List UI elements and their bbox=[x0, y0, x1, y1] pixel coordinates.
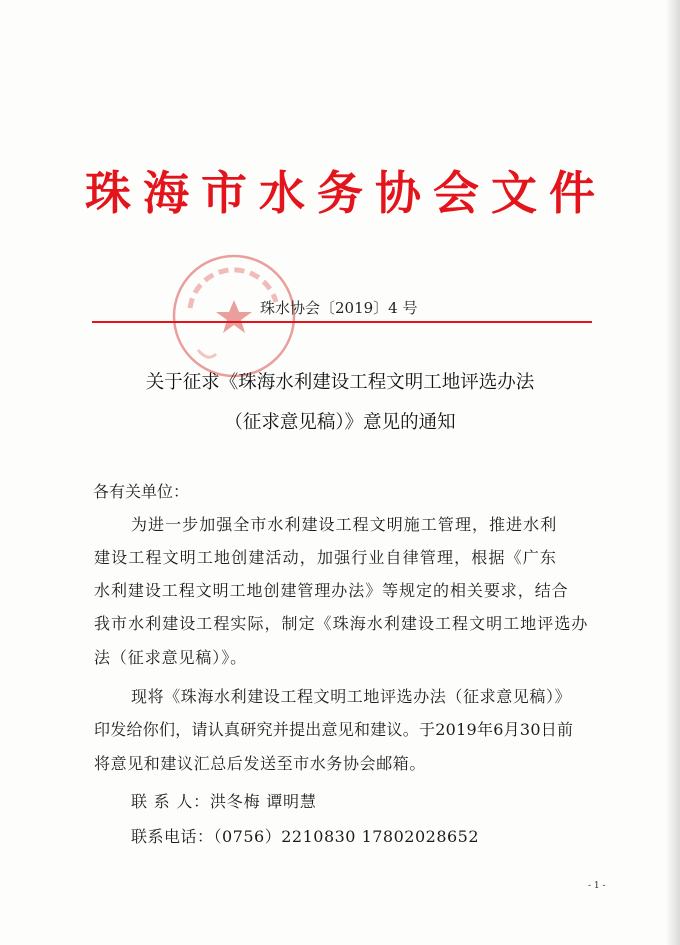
paragraph-1-line: 我市水利建设工程实际，制定《珠海水利建设工程文明工地评选办 bbox=[94, 614, 589, 633]
paragraph-1-line: 为进一步加强全市水利建设工程文明施工管理，推进水利 bbox=[131, 515, 558, 534]
paragraph-2-line: 现将《珠海水利建设工程文明工地评选办法（征求意见稿）》 bbox=[131, 687, 572, 706]
contact-persons: 联 系 人：洪冬梅 谭明慧 bbox=[131, 792, 317, 811]
notice-title-line-2: （征求意见稿）》意见的通知 bbox=[224, 412, 456, 433]
paragraph-2-line: 将意见和建议汇总后发送至市水务协会邮箱。 bbox=[94, 754, 427, 773]
contact-phone: 联系电话：（0756）2210830 17802028652 bbox=[131, 827, 480, 846]
scan-edge-shadow bbox=[666, 0, 680, 945]
paragraph-1-line: 建设工程文明工地创建活动，加强行业自律管理，根据《广东 bbox=[94, 548, 558, 567]
salutation: 各有关单位： bbox=[93, 482, 190, 501]
red-divider-line bbox=[92, 321, 592, 323]
notice-title-line-1: 关于征求《珠海水利建设工程文明工地评选办法 bbox=[145, 372, 535, 393]
document-header-title: 珠海市水务协会文件 bbox=[85, 166, 607, 220]
page-number: - 1 - bbox=[588, 881, 606, 891]
document-number: 珠水协会〔2019〕4 号 bbox=[260, 299, 418, 317]
paragraph-1-line: 法（征求意见稿）》。 bbox=[94, 648, 248, 667]
paragraph-1-line: 水利建设工程文明工地创建管理办法》等规定的相关要求，结合 bbox=[94, 581, 569, 600]
paragraph-2-line: 印发给你们，请认真研究并提出意见和建议。于2019年6月30日前 bbox=[94, 720, 574, 739]
